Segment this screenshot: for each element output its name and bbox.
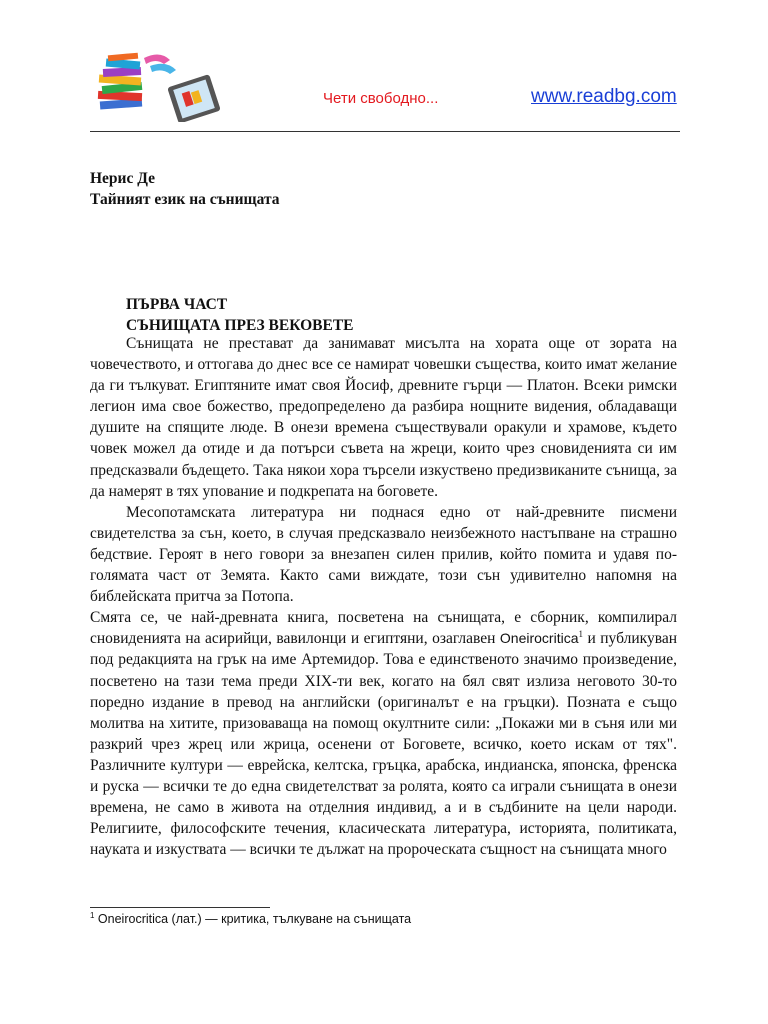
paragraph <box>90 607 677 860</box>
site-link[interactable]: www.readbg.com <box>531 86 677 107</box>
part-heading <box>126 294 354 336</box>
books-tablet-logo <box>92 50 222 122</box>
part-title: СЪНИЩАТА ПРЕЗ ВЕКОВЕТЕ <box>126 317 354 334</box>
header-tagline: Чети свободно... <box>323 90 439 107</box>
footnote <box>90 912 411 926</box>
term-oneirocritica: Oneirocritica <box>499 630 579 647</box>
body-text <box>90 333 677 860</box>
header-divider <box>90 131 680 132</box>
footnote-text: Oneirocritica (лат.) — критика, тълкуване на сънищата <box>94 912 412 926</box>
paragraph-text: и публикуван под редакцията на грък на име Артемидор. Това е единственото значимо произведение, посветено на тази тема преди XIX-ти век, когато на бял свят излиза неговото 30-то поредно издание в превод на английски (оригиналът е на гръцки). Позната е също молитва на хитите, призоваваща на помощ окултните сили: „Покажи ми в съня или ми разкрий чрез жрец или жрица, осенени от Боговете, всичко, което искам от тях". Различните култури — еврейска, келтска, гръцка, арабска, индианска, японска, френска и руска — всички те до една свидетелстват за ролята, която са играли сънищата в онези времена, не само в живота на отделния индивид, а и в съдбините на цели народи. Религиите, философските течения, класическата литература, историята, политиката, науката и изкуствата — всички те дължат на пророческата същност на сънищата много <box>90 630 677 859</box>
author-name: Нерис Де <box>90 170 155 187</box>
footnote-divider <box>90 907 270 908</box>
part-label: ПЪРВА ЧАСТ <box>126 296 228 313</box>
footnote-mark: 1 <box>90 910 95 920</box>
page-header <box>0 0 768 135</box>
author-title-block <box>90 168 280 210</box>
paragraph-text: Смята се, че най-древната книга, посветена на сънищата, е сборник, компилирал сновиденията на асирийци, вавилонци и египтяни, озаглавен <box>90 609 677 648</box>
paragraph: Месопотамската литература ни поднася едно от най-древните писмени свидетелства за сън, което, в случая предсказвало неизбежното настъпване на страшно бедствие. Героят в него говори за внезапен силен прилив, който помита и удавя по-голямата част от Земята. Както сами виждате, този сън удивително напомня на библейската притча за Потопа. <box>90 503 677 606</box>
footnote-reference[interactable]: 1 <box>578 629 583 640</box>
book-title: Тайният език на сънищата <box>90 191 280 208</box>
paragraph: Сънищата не престават да занимават мисълта на хората още от зората на човечеството, и оттогава до днес все се намират човешки същества, които имат желание да ги тълкуват. Египтяните имат своя Йосиф, древните гърци — Платон. Всеки римски легион има свое божество, предопределено да разбира нощните видения, обладаващи душите на спящите люде. В онези времена съществували оракули и храмове, където човек можел да отиде и да потърси съвета на жреци, които чрез сновиденията си им предсказвали бъдещето. Така някои хора търсели изкуствено предизвиканите сънища, за да намерят в тях упование и подкрепата на боговете. <box>90 335 677 500</box>
